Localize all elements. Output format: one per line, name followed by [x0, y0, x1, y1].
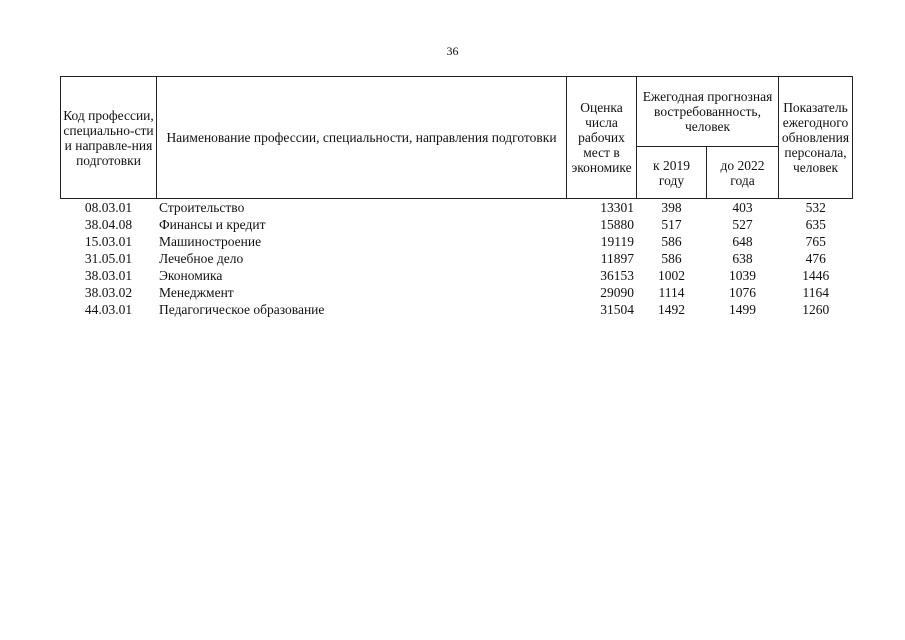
page-number: 36 [446, 44, 459, 58]
table-row [61, 284, 853, 301]
header-year-2019: к 2019 году [637, 147, 707, 199]
cell-year-2022: 648 [732, 234, 753, 249]
cell-year-2022: 1039 [729, 268, 756, 283]
cell-jobs: 31504 [600, 302, 634, 317]
cell-name: Лечебное дело [159, 251, 244, 266]
cell-renewal: 765 [805, 234, 826, 249]
cell-year-2019: 586 [661, 234, 682, 249]
cell-year-2022: 1076 [729, 285, 756, 300]
table-body [61, 199, 853, 319]
header-code: Код профессии, специально-сти и направле-ния подготовки [61, 77, 157, 199]
cell-code: 31.05.01 [84, 251, 133, 266]
cell-renewal: 1260 [802, 302, 830, 317]
cell-jobs: 19119 [600, 234, 634, 249]
header-jobs: Оценка числа рабочих мест в экономике [567, 77, 637, 199]
table-row [61, 301, 853, 318]
cell-jobs: 13301 [600, 200, 634, 215]
cell-year-2019: 1492 [658, 302, 685, 317]
cell-renewal: 635 [805, 217, 826, 232]
header-name: Наименование профессии, специальности, направления подготовки [157, 77, 567, 199]
header-year-2022: до 2022 года [707, 147, 779, 199]
cell-code: 15.03.01 [84, 234, 133, 249]
cell-year-2019: 1114 [658, 285, 685, 300]
cell-year-2022: 638 [732, 251, 753, 266]
cell-name: Машиностроение [159, 234, 262, 249]
header-renewal: Показатель ежегодного обновления персонала, человек [779, 77, 853, 199]
cell-renewal: 1446 [802, 268, 830, 283]
cell-name: Менеджмент [159, 285, 234, 300]
cell-code: 44.03.01 [84, 302, 133, 317]
cell-year-2022: 1499 [729, 302, 756, 317]
cell-year-2019: 517 [661, 217, 682, 232]
table-row [61, 199, 853, 217]
cell-code: 38.04.08 [84, 217, 133, 232]
cell-renewal: 476 [805, 251, 826, 266]
cell-jobs: 36153 [600, 268, 634, 283]
table-row [61, 267, 853, 284]
cell-code: 38.03.02 [84, 285, 133, 300]
cell-renewal: 1164 [802, 285, 829, 300]
forecast-table [60, 76, 853, 318]
table-row [61, 216, 853, 233]
cell-code: 38.03.01 [84, 268, 133, 283]
cell-code: 08.03.01 [84, 200, 133, 215]
cell-name: Педагогическое образование [159, 302, 325, 317]
cell-year-2019: 398 [661, 200, 682, 215]
cell-jobs: 29090 [600, 285, 634, 300]
cell-year-2019: 1002 [658, 268, 685, 283]
cell-year-2022: 527 [732, 217, 753, 232]
cell-name: Финансы и кредит [159, 217, 266, 232]
cell-year-2019: 586 [661, 251, 682, 266]
header-demand: Ежегодная прогнозная востребованность, человек [637, 77, 779, 147]
table-row [61, 233, 853, 250]
cell-renewal: 532 [805, 200, 826, 215]
cell-jobs: 11897 [600, 251, 634, 266]
cell-jobs: 15880 [600, 217, 634, 232]
cell-name: Экономика [159, 268, 223, 283]
cell-year-2022: 403 [732, 200, 753, 215]
table-row [61, 250, 853, 267]
cell-name: Строительство [159, 200, 245, 215]
